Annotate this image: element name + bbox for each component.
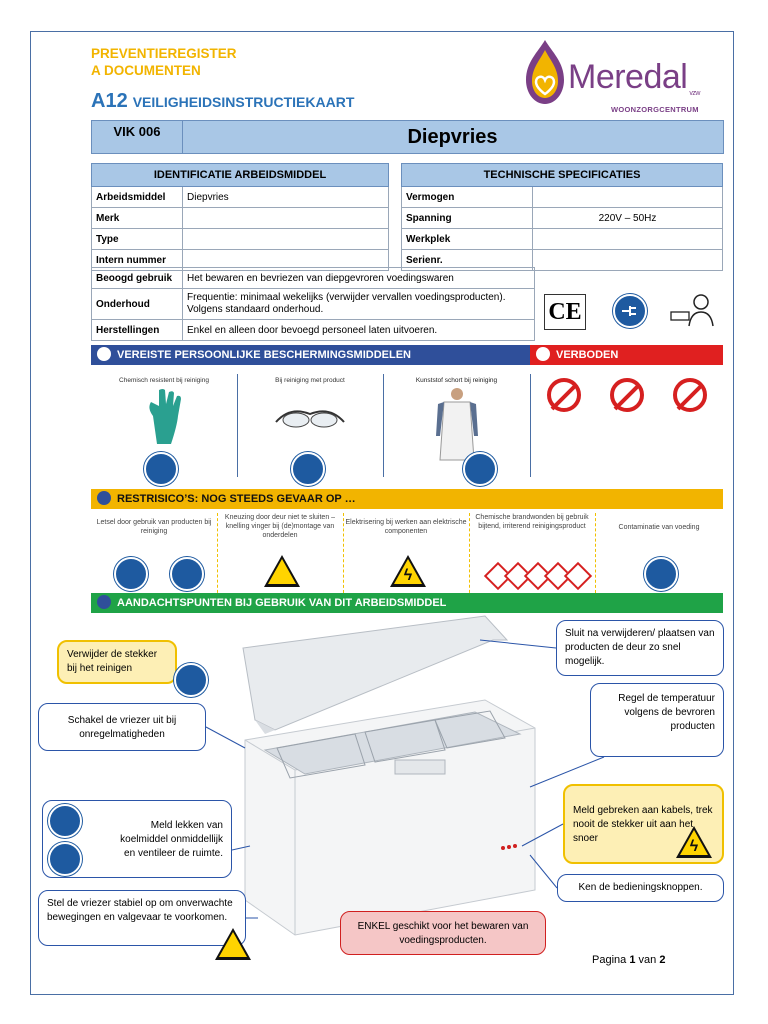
footer-page-num: 1 [629,954,636,966]
herstel-label: Herstellingen [92,320,183,341]
id-label: Merk [92,208,183,229]
beoogd-value: Het bewaren en bevriezen van diepgevroren voedingswaren [183,268,535,289]
lightning-icon: ϟ [689,838,699,855]
id-label: Intern nummer [92,250,183,271]
id-label: Type [92,229,183,250]
beoogd-label: Beoogd gebruik [92,268,183,289]
code-subtitle: VEILIGHEIDSINSTRUCTIEKAART [132,94,355,110]
tech-label: Vermogen [402,187,533,208]
callout-buttons-text: Ken de bedieningsknoppen. [578,882,703,893]
logo-tagline: WOONZORGCENTRUM [611,105,699,114]
callout-leaks-text: Meld lekken van koelmiddel onmiddellijk en ventileer de ruimte. [120,820,223,859]
ppe-label: Chemisch resistent bij reiniging [119,377,209,384]
ppe-label: Kunststof schort bij reiniging [415,377,498,384]
org-line-2: A DOCUMENTEN [91,63,201,78]
ce-mark-icon: CE [544,294,586,330]
risk-label: Contaminatie van voeding [618,524,700,531]
id-value: Diepvries [183,187,389,208]
forbidden-heading: VERBODEN [556,349,619,361]
id-label: Arbeidsmiddel [92,187,183,208]
technical-heading: TECHNISCHE SPECIFICATIES [402,164,723,187]
org-line-1: PREVENTIEREGISTER [91,46,237,61]
attention-heading: AANDACHTSPUNTEN BIJ GEBRUIK VAN DIT ARBEIDSMIDDEL [117,597,447,609]
onderhoud-label: Onderhoud [92,289,183,320]
risk-label: Chemische brandwonden bij gebruik bijtend, irriterend reinigingsproduct [475,514,589,530]
logo-suffix: vzw [689,90,700,97]
tech-value: 220V – 50Hz [533,208,723,229]
code-number: A12 [91,90,128,112]
tech-label: Werkplek [402,229,533,250]
callout-cables-text: Meld gebreken aan kabels, trek nooit de stekker uit aan het snoer [573,805,713,844]
ppe-heading: VEREISTE PERSOONLIJKE BESCHERMINGSMIDDELEN [117,349,411,361]
risks-heading: RESTRISICO’S: NOG STEEDS GEVAAR OP … [117,493,356,505]
onderhoud-value: Frequentie: minimaal wekelijks (verwijder vervallen voedingsproducten). Volgens standaard onderhoud. [183,289,535,320]
tech-label: Spanning [402,208,533,229]
callout-close-door-text: Sluit na verwijderen/ plaatsen van producten de deur zo snel mogelijk. [565,628,715,667]
title-name: Diepvries [407,126,498,148]
identification-heading: IDENTIFICATIE ARBEIDSMIDDEL [92,164,389,187]
footer-page-word: Pagina [592,954,627,966]
risk-label: Letsel door gebruik van producten bij reiniging [96,519,212,535]
tech-label: Serienr. [402,250,533,271]
lightning-icon: ϟ [403,567,413,584]
footer-of-word: van [638,954,657,966]
risk-label: Elektrisering bij werken aan elektrische componenten [345,519,467,535]
ppe-label: Bij reiniging met product [275,377,345,384]
risk-label: Kneuzing door deur niet te sluiten – knelling vinger bij (de)montage van onderdelen [224,514,336,539]
callout-only-food-text: ENKEL geschikt voor het bewaren van voedingsproducten. [357,921,529,946]
herstel-value: Enkel en alleen door bevoegd personeel laten uitvoeren. [183,320,535,341]
callout-stable-text: Stel de vriezer stabiel op om onverwachte bewegingen en valgevaar te voorkomen. [47,898,233,923]
footer-page-total: 2 [659,954,666,966]
callout-unplug-text: Verwijder de stekker bij het reinigen [67,649,158,674]
callout-temperature-text: Regel de temperatuur volgens de bevroren producten [618,693,715,732]
logo-name: Meredal vzw [568,58,700,97]
page-footer [592,954,665,966]
callout-switch-off-text: Schakel de vriezer uit bij onregelmatigheden [67,715,177,740]
title-code: VIK 006 [92,121,183,153]
